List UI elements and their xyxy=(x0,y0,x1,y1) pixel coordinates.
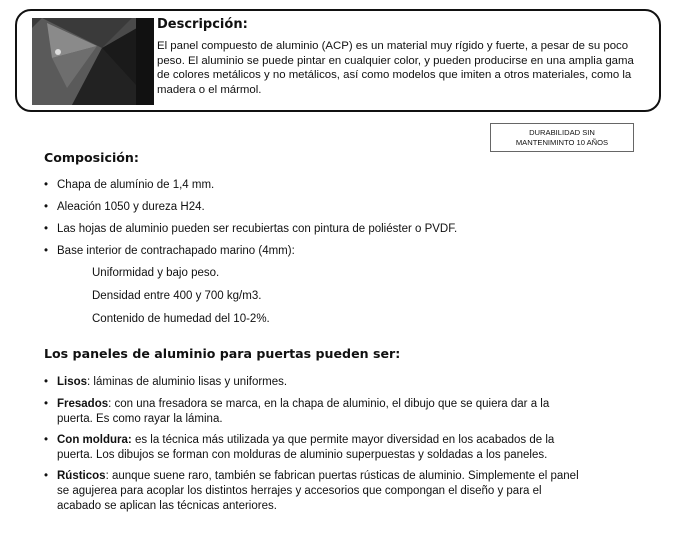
composition-heading: Composición: xyxy=(44,150,139,165)
bullet: • xyxy=(44,376,49,388)
panels-heading: Los paneles de aluminio para puertas pueden ser: xyxy=(44,346,401,361)
panel-type-text: : aunque suene raro, también se fabrican puertas rústicas de aluminio. Simplemente el panel se agujerea para acoplar los distintos herrajes y accesorios que compongan el diseño y para el acabado se aplican las técnicas anteriores. xyxy=(57,470,579,512)
badge-line-2: MANTENIMINTO 10 AÑOS xyxy=(515,138,609,147)
door-panel-image xyxy=(32,18,154,105)
description-title: Descripción: xyxy=(157,17,248,32)
composition-item-text: Las hojas de aluminio pueden ser recubiertas con pintura de poliéster o PVDF. xyxy=(57,223,458,235)
panel-type-text: es la técnica más utilizada ya que permite mayor diversidad en los acabados de la puerta. Los dibujos se forman con molduras de aluminio superpuestas y soldadas a los paneles. xyxy=(57,434,555,461)
panel-type-term: Fresados xyxy=(57,398,109,410)
bullet: • xyxy=(44,245,49,257)
bullet: • xyxy=(44,398,49,410)
bullet: • xyxy=(44,201,49,213)
composition-item-text: Aleación 1050 y dureza H24. xyxy=(57,201,205,213)
bullet: • xyxy=(44,179,49,191)
bullet: • xyxy=(44,223,49,235)
bullet: • xyxy=(44,470,49,482)
panel-type-term: Lisos xyxy=(57,376,88,388)
panel-type-term: Rústicos xyxy=(57,470,106,482)
composition-sub-item: Densidad entre 400 y 700 kg/m3. xyxy=(92,290,262,302)
composition-sub-item: Uniformidad y bajo peso. xyxy=(92,267,220,279)
door-panel-illustration xyxy=(32,18,154,105)
composition-sub-item: Contenido de humedad del 10-2%. xyxy=(92,313,270,325)
panel-type-text: : láminas de aluminio lisas y uniformes. xyxy=(87,376,288,388)
panel-type-text: : con una fresadora se marca, en la chapa de aluminio, el dibujo que se quiera dar a la puerta. Es como rayar la lámina. xyxy=(57,398,550,425)
description-text: El panel compuesto de aluminio (ACP) es un material muy rígido y fuerte, a pesar de su poco peso. El aluminio se puede pintar en cualquier color, y pueden producirse en una amplia gama de colores metálicos y no metálicos, así como modelos que imiten a otros materiales, como la madera o el mármol. xyxy=(157,40,634,97)
panel-type-term: Con moldura: xyxy=(57,434,132,446)
durability-badge xyxy=(490,123,634,152)
composition-item-text: Chapa de alumínio de 1,4 mm. xyxy=(57,179,215,191)
composition-item-text: Base interior de contrachapado marino (4mm): xyxy=(57,245,295,257)
bullet: • xyxy=(44,434,49,446)
badge-line-1: DURABILIDAD SIN xyxy=(529,128,595,137)
description-box xyxy=(15,9,661,112)
